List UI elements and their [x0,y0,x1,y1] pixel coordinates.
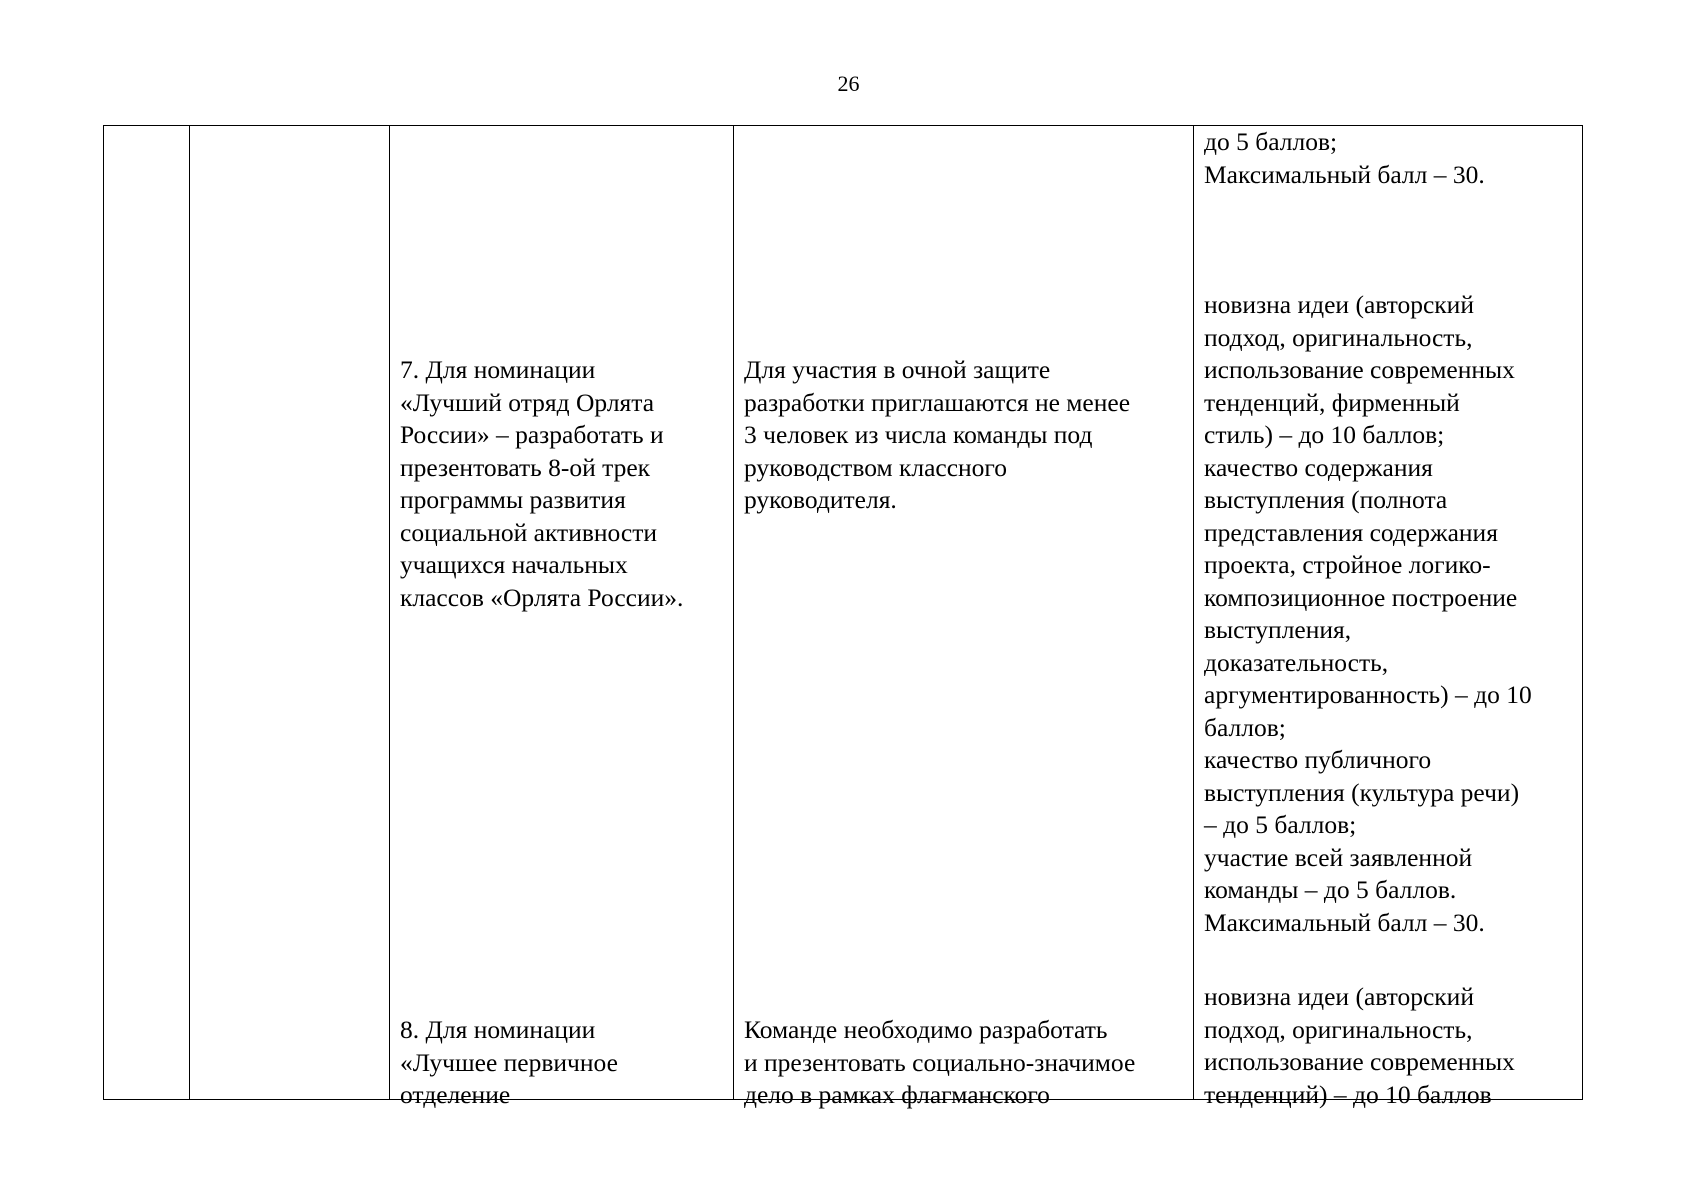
criteria-8-text: новизна идеи (авторский подход, оригинальность, использование современных тенденций) – до 10 баллов [1204,982,1515,1109]
table-cell-criteria [1194,126,1583,1109]
conditions-8-text: Команде необходимо разработать и презентовать социально-значимое дело в рамках флагманского [744,1015,1136,1109]
criteria-table [103,125,1583,1109]
conditions-7-text: Для участия в очной защите разработки приглашаются не менее 3 человек из числа команды под руководством классного руководителя. [744,355,1131,514]
table-cell-nomination [390,126,734,1109]
criteria-7-text: новизна идеи (авторский подход, оригинальность, использование современных тенденций, фирменный стиль) – до 10 баллов; качество содержания выступления (полнота представления содержания проекта, стройное логико- композиционное построение выступления, доказательность, аргументированность) – до 10 баллов; качество публичного выступления (культура речи) – до 5 баллов; участие всей заявленной команды – до 5 баллов. Максимальный балл – 30. [1204,290,1532,937]
nomination-7-text: 7. Для номинации «Лучший отряд Орлята России» – разработать и презентовать 8-ой трек программы развития социальной активности учащихся начальных классов «Орлята России». [400,355,684,612]
table-cell-col-2 [190,126,390,1100]
table-cell-conditions [734,126,1194,1109]
nomination-8-text: 8. Для номинации «Лучшее первичное отделение [400,1015,618,1109]
table-row [104,126,1583,1100]
table-cell-col-1 [104,126,190,1100]
page-number: 26 [837,71,860,96]
criteria-top-text: до 5 баллов; Максимальный балл – 30. [1204,127,1485,189]
